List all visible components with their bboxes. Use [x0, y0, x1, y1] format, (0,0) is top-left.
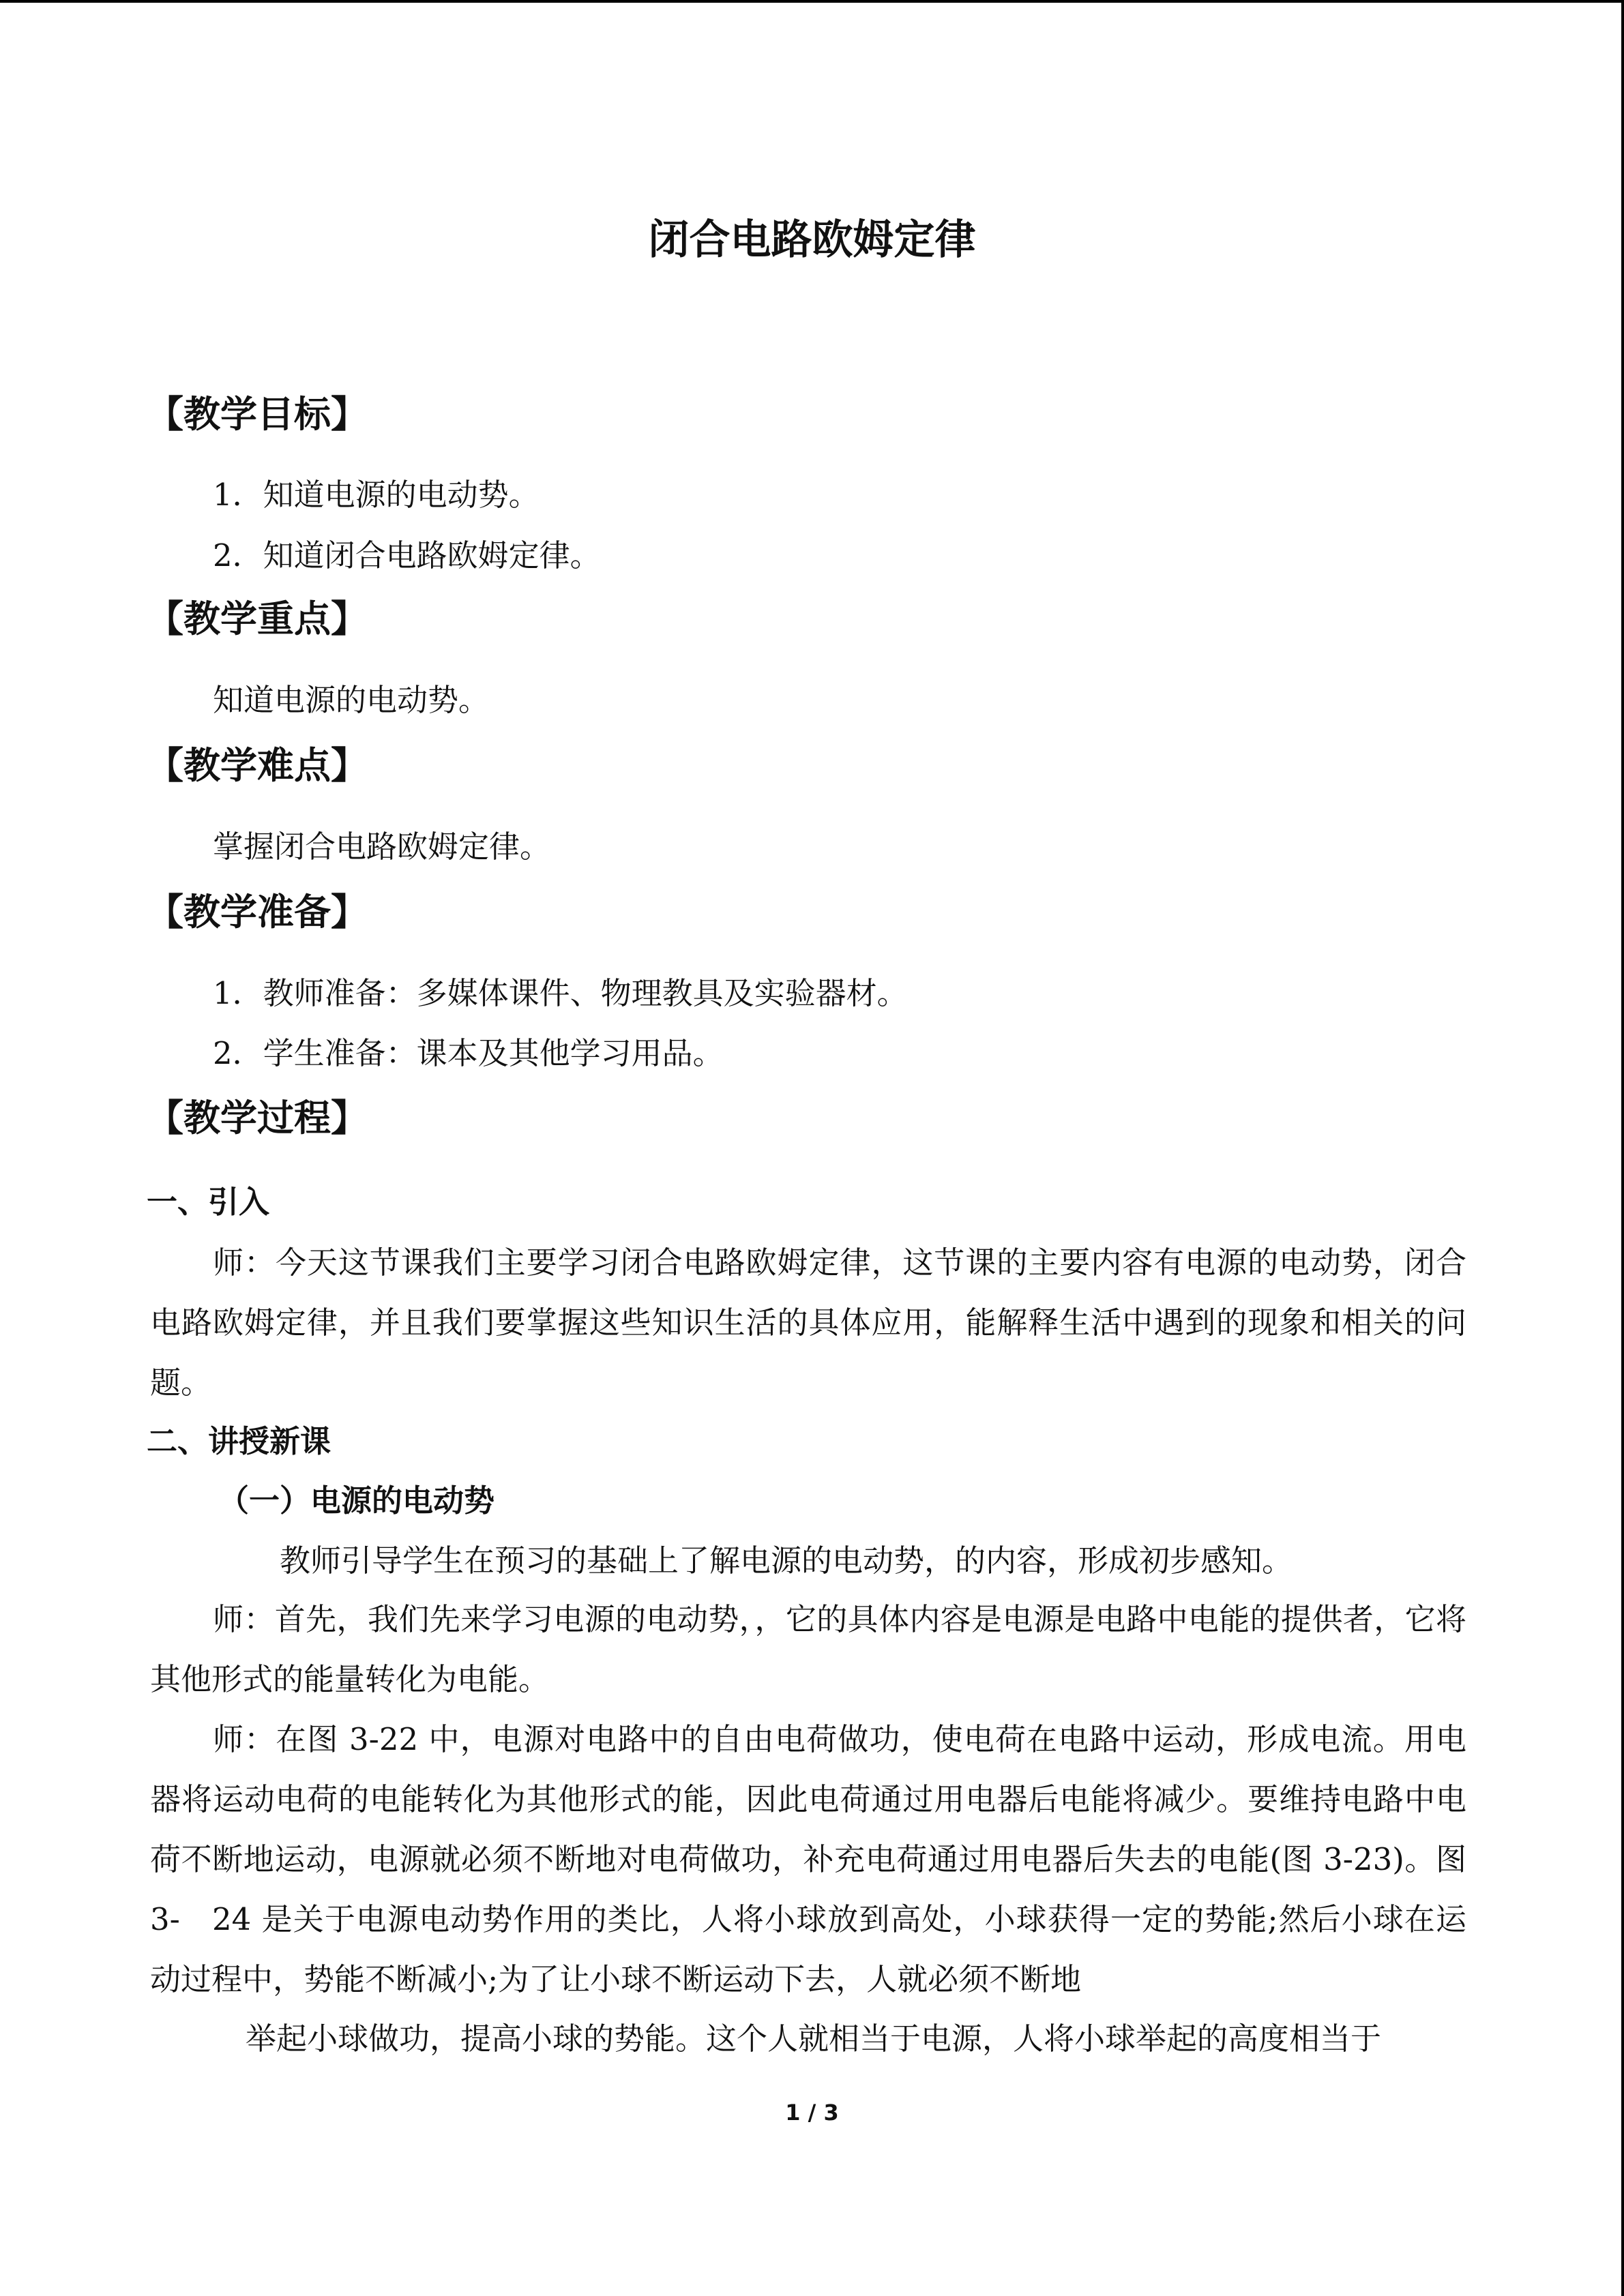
heading-objectives: 【教学目标】 [147, 393, 368, 436]
heading-process: 【教学过程】 [147, 1097, 368, 1139]
page-right-border [1621, 0, 1624, 2296]
page-number: 1 / 3 [785, 2100, 839, 2126]
key-points-text: 知道电源的电动势。 [213, 682, 490, 718]
document-title: 闭合电路欧姆定律 [648, 216, 976, 264]
paragraph-3: 师：在图 3-22 中，电源对电路中的自由电荷做功，使电荷在电路中运动，形成电流。用电器将运动电荷的电能转化为其他形式的能，因此电荷通过用电器后电能将减少。要维持电路中电荷不断地运动，电源就必须不断地对电荷做功，补充电荷通过用电器后失去的电能(图 3-23)。图 3- 24 是关于电源电动势作用的类比，人将小球放到高处，小球获得一定的势能;然后小球在运动过程中，势能不断减小;为了让小球不断运动下去，人就必须不断地 [150, 1721, 1466, 1997]
objective-item-1: 1．知道电源的电动势。 [213, 477, 540, 513]
part1-heading: 一、引入 [147, 1184, 270, 1220]
part2-heading: 二、讲授新课 [147, 1423, 331, 1459]
paragraph-2: 师：首先，我们先来学习电源的电动势，，它的具体内容是电源是电路中电能的提供者，它将其他形式的能量转化为电能。 [150, 1601, 1466, 1697]
sub1-heading: （一）电源的电动势 [218, 1482, 495, 1519]
part1-paragraph: 师：今天这节课我们主要学习闭合电路欧姆定律，这节课的主要内容有电源的电动势，闭合电路欧姆定律，并且我们要掌握这些知识生活的具体应用，能解释生活中遇到的现象和相关的问题。 [150, 1244, 1466, 1401]
preparation-item-1: 1．教师准备：多媒体课件、物理教具及实验器材。 [213, 975, 908, 1011]
page-top-border [0, 0, 1624, 3]
heading-key-points: 【教学重点】 [147, 597, 368, 640]
difficulties-text: 掌握闭合电路欧姆定律。 [213, 829, 551, 865]
objective-item-2: 2．知道闭合电路欧姆定律。 [213, 537, 601, 573]
heading-preparation: 【教学准备】 [147, 891, 368, 934]
paragraph-4: 举起小球做功，提高小球的势能。这个人就相当于电源，人将小球举起的高度相当于 [246, 2021, 1382, 2057]
preparation-item-2: 2．学生准备：课本及其他学习用品。 [213, 1035, 724, 1071]
paragraph-intro: 教师引导学生在预习的基础上了解电源的电动势，的内容，形成初步感知。 [280, 1542, 1293, 1579]
heading-difficulties: 【教学难点】 [147, 744, 368, 787]
